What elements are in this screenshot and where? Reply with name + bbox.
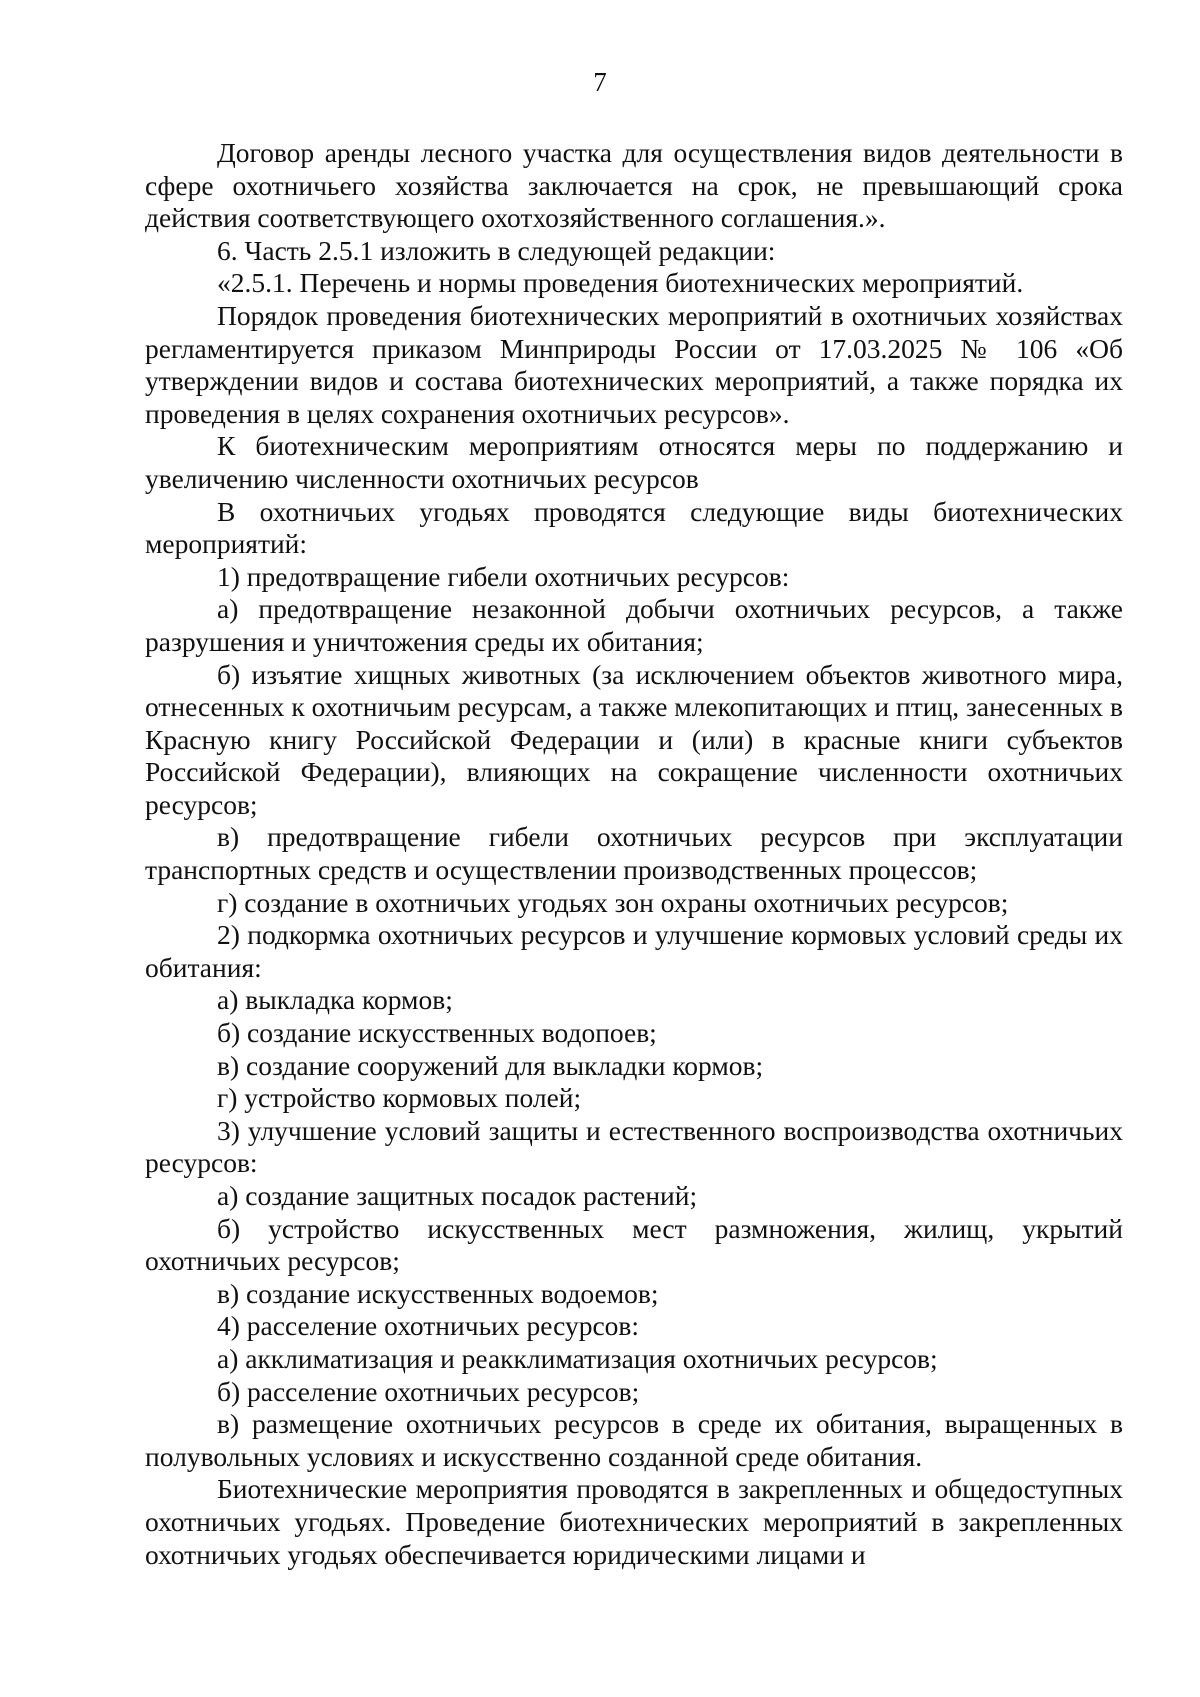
list-item: а) акклиматизация и реакклиматизация охотничьих ресурсов; — [217, 1342, 938, 1374]
paragraph: «2.5.1. Перечень и нормы проведения биотехнических мероприятий. — [217, 267, 1024, 299]
list-item: в) создание искусственных водоемов; — [217, 1277, 659, 1309]
paragraph: 6. Часть 2.5.1 изложить в следующей редакции: — [217, 234, 776, 266]
paragraph: К биотехническим мероприятиям относятся меры по поддержанию и увеличению численности охотничьих ресурсов — [145, 430, 1123, 494]
paragraph: В охотничьих угодьях проводятся следующие виды биотехнических мероприятий: — [145, 495, 1123, 560]
list-item: г) создание в охотничьих угодьях зон охраны охотничьих ресурсов; — [217, 886, 1009, 918]
page-number: 7 — [593, 67, 607, 97]
list-item: а) предотвращение незаконной добычи охотничьих ресурсов, а также разрушения и уничтожения среды их обитания; — [145, 593, 1123, 657]
list-item: в) размещение охотничьих ресурсов в среде их обитания, выращенных в полувольных условиях и искусственно созданной среде обитания. — [145, 1408, 1123, 1472]
paragraph: Договор аренды лесного участка для осуществления видов деятельности в сфере охотничьего хозяйства заключается на срок, не превышающий срока действия соответствующего охотхозяйственного соглашения.». — [145, 137, 1123, 234]
list-item: 3) улучшение условий защиты и естественного воспроизводства охотничьих ресурсов: — [145, 1114, 1123, 1179]
list-item: а) выкладка кормов; — [217, 984, 453, 1016]
list-item: б) расселение охотничьих ресурсов; — [217, 1375, 640, 1407]
list-item: 1) предотвращение гибели охотничьих ресурсов: — [217, 560, 790, 592]
document-body — [145, 137, 1123, 1571]
list-item: в) предотвращение гибели охотничьих ресурсов при эксплуатации транспортных средств и осуществлении производственных процессов; — [145, 821, 1123, 886]
list-item: г) устройство кормовых полей; — [217, 1082, 582, 1114]
list-item: а) создание защитных посадок растений; — [217, 1180, 698, 1211]
list-item: в) создание сооружений для выкладки кормов; — [217, 1049, 764, 1081]
list-item: б) создание искусственных водопоев; — [217, 1017, 657, 1049]
list-item: 4) расселение охотничьих ресурсов: — [217, 1310, 640, 1342]
list-item: 2) подкормка охотничьих ресурсов и улучшение кормовых условий среды их обитания: — [145, 919, 1123, 983]
paragraph: Биотехнические мероприятия проводятся в закрепленных и общедоступных охотничьих угодьях. Проведение биотехнических мероприятий в закрепленных охотничьих угодьях обеспечивается юридическими лицами и — [145, 1473, 1123, 1570]
list-item: б) устройство искусственных мест размножения, жилищ, укрытий охотничьих ресурсов; — [145, 1212, 1123, 1277]
list-item: б) изъятие хищных животных (за исключением объектов животного мира, отнесенных к охотничьим ресурсам, а также млекопитающих и птиц, занесенных в Красную книгу Российской Федерации и (или) в красные книги субъектов Российской Федерации), влияющих на сокращение численности охотничьих ресурсов; — [145, 658, 1123, 820]
paragraph: Порядок проведения биотехнических мероприятий в охотничьих хозяйствах регламентируется приказом Минприроды России от 17.03.2025 № 106 «Об утверждении видов и состава биотехнических мероприятий, а также порядка их проведения в целях сохранения охотничьих ресурсов». — [145, 299, 1123, 429]
